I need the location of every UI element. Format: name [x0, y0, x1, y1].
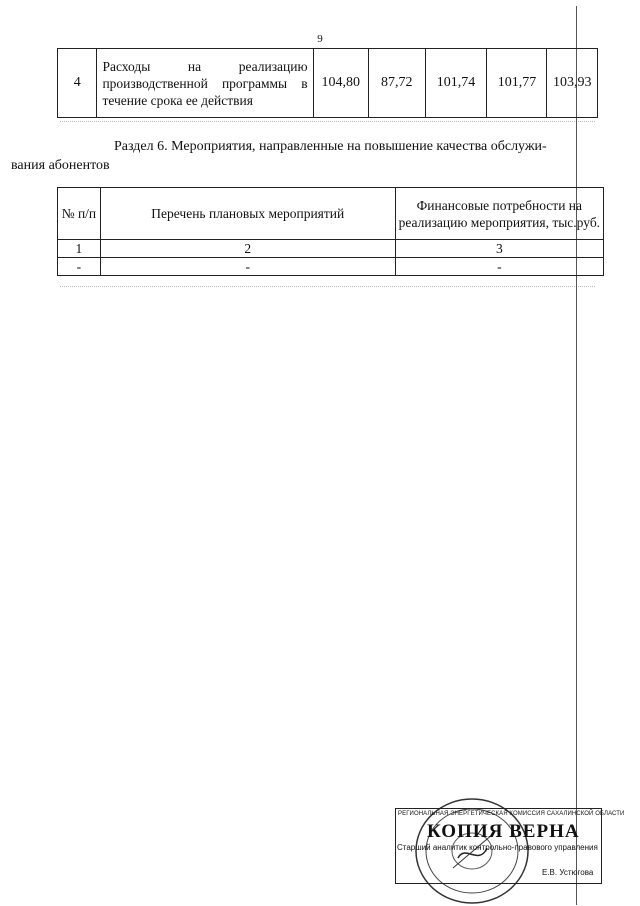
description-cell: Расходы на реализацию производственной программы в течение срока ее действия	[97, 49, 313, 118]
value-cell: 101,74	[425, 49, 487, 118]
table-header-row	[58, 188, 604, 240]
expenses-table	[57, 48, 598, 118]
header-financial-needs: Финансовые потребности на реализацию мероприятия, тыс.руб.	[395, 188, 603, 240]
value-cell: 87,72	[368, 49, 425, 118]
value-cell: 104,80	[313, 49, 368, 118]
numbering-cell: 2	[100, 240, 395, 258]
table-cell: -	[58, 258, 101, 276]
stamp-copy-true: КОПИЯ ВЕРНА	[427, 821, 580, 842]
section-title	[11, 137, 595, 175]
table-cell: -	[395, 258, 603, 276]
section-title-line: Раздел 6. Мероприятия, направленные на повышение качества обслужи-	[114, 139, 547, 154]
table-row	[58, 258, 604, 276]
events-table	[57, 187, 604, 276]
scan-line	[60, 121, 595, 122]
table-numbering-row	[58, 240, 604, 258]
row-number-cell: 4	[58, 49, 97, 118]
page-number: 9	[317, 33, 323, 45]
numbering-cell: 3	[395, 240, 603, 258]
scan-line	[60, 286, 595, 287]
stamp-organization: РЕГИОНАЛЬНАЯ ЭНЕРГЕТИЧЕСКАЯ КОМИССИЯ САХАЛИНСКОЙ ОБЛАСТИ	[398, 811, 625, 817]
table-cell: -	[100, 258, 395, 276]
header-number: № п/п	[58, 188, 101, 240]
stamp-position: Старший аналитик контрольно-правового управления	[397, 843, 598, 852]
numbering-cell: 1	[58, 240, 101, 258]
header-events-list: Перечень плановых мероприятий	[100, 188, 395, 240]
value-cell: 103,93	[547, 49, 598, 118]
table-row	[58, 49, 598, 118]
section-title-line: вания абонентов	[11, 158, 110, 173]
stamp-signature: Е.В. Устюгова	[542, 868, 594, 877]
value-cell: 101,77	[487, 49, 547, 118]
